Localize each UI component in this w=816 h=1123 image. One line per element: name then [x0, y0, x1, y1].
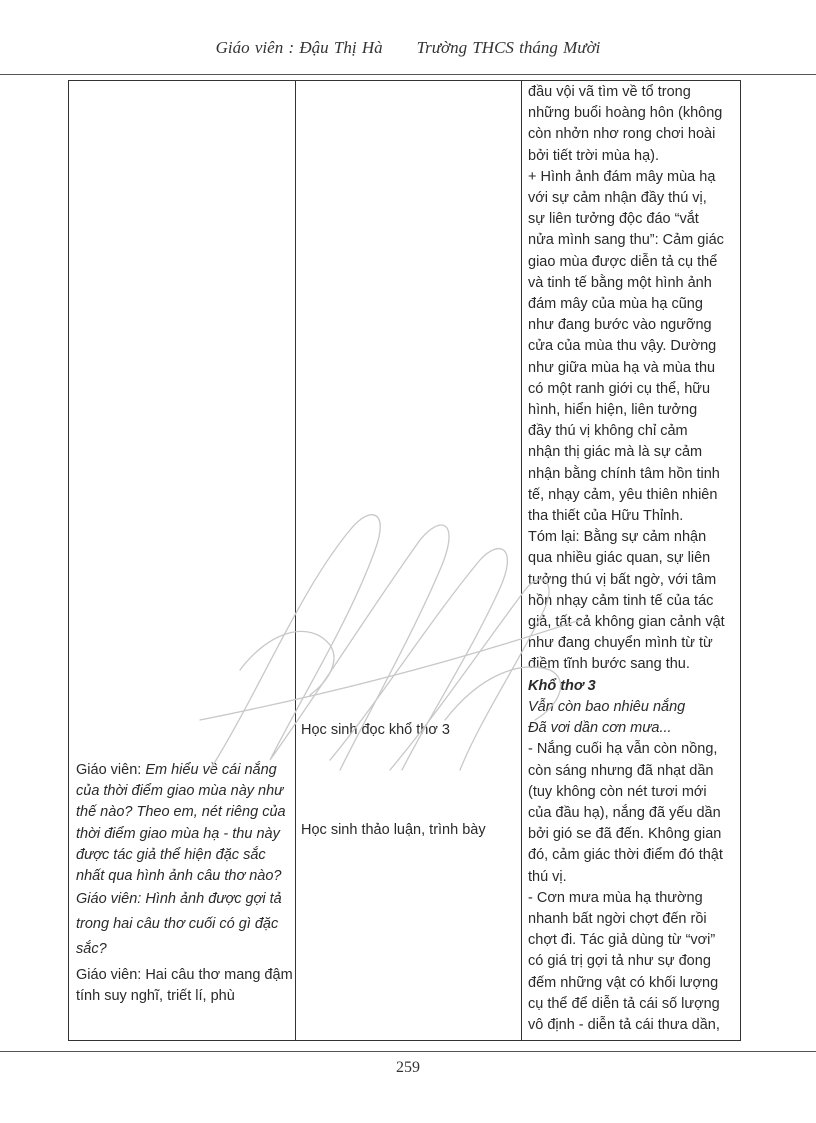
table-border-top: [68, 80, 741, 81]
content-line: đó, cảm giác thời điểm đó thật: [528, 847, 723, 864]
page-header: [0, 38, 816, 58]
content-line: cụ thể để diễn tả cái số lượng: [528, 995, 720, 1012]
table-border-bottom: [68, 1040, 741, 1041]
content-line: bởi gió se đã đến. Không gian: [528, 826, 722, 843]
content-line: (tuy không còn nét tươi mới: [528, 783, 707, 800]
signature-watermark-icon: [180, 470, 610, 800]
content-line: những buổi hoàng hôn (không: [528, 105, 723, 122]
content-line: điềm tĩnh bước sang thu.: [528, 656, 690, 673]
teacher-question-3: Giáo viên: Hai câu thơ mang đậm tính suy nghĩ, triết lí, phù: [76, 967, 293, 1005]
content-line: Tóm lại: Bằng sự cảm nhận: [528, 529, 707, 546]
content-line: hình, hiển hiện, liên tưởng: [528, 402, 698, 419]
content-line: tế, nhạy cảm, yêu thiên nhiên: [528, 486, 718, 503]
content-line: giao mùa được diễn tả cụ thể: [528, 253, 718, 270]
content-line: đếm những vật có khối lượng: [528, 974, 719, 991]
content-line: như giữa mùa hạ và mùa thu: [528, 359, 716, 376]
content-line: - Cơn mưa mùa hạ thường: [528, 889, 703, 906]
content-line: còn sáng nhưng đã nhạt dần: [528, 762, 714, 779]
teacher-question-2: Giáo viên: Hình ảnh được gợi tả trong hai câu thơ cuối có gì đặc sắc?: [76, 891, 282, 958]
poem-line-2: Đã vơi dần cơn mưa...: [528, 720, 672, 737]
content-line: vô định - diễn tả cái thưa dần,: [528, 1016, 720, 1033]
content-line: đầy thú vị không chỉ cảm: [528, 423, 688, 440]
content-line: giả, tất cả không gian cảnh vật: [528, 614, 725, 631]
content-line: như đang bước vào ngưỡng: [528, 317, 712, 334]
teacher-question-1-text: Em hiểu về cái nắng của thời điểm giao mùa này như thế nào? Theo em, nét riêng của thời điểm giao mùa hạ - thu này được tác giả thể hiện đặc sắc nhất qua hình ảnh câu thơ nào?: [76, 762, 286, 885]
content-line: có giá trị gợi tả như sự đong: [528, 953, 711, 970]
content-line: nhận thị giác mà là sự cảm: [528, 444, 703, 461]
content-line: như đang chuyển mình từ từ: [528, 635, 713, 652]
content-line: đám mây của mùa hạ cũng: [528, 296, 703, 313]
header-teacher: Giáo viên : Đậu Thị Hà: [215, 38, 383, 57]
poem-line-1: Vẫn còn bao nhiêu nắng: [528, 698, 686, 715]
content-line: tha thiết của Hữu Thỉnh.: [528, 508, 684, 525]
content-line: bởi tiết trời mùa hạ).: [528, 147, 660, 164]
content-line: - Nắng cuối hạ vẫn còn nồng,: [528, 741, 718, 758]
content-line: cửa của mùa thu vậy. Dường: [528, 338, 717, 355]
content-line: nhanh bất ngời chợt đến rồi: [528, 910, 707, 927]
content-line: chợt đi. Tác giả dùng từ “vơi”: [528, 932, 716, 949]
content-line: thú vị.: [528, 868, 567, 885]
footer-rule: [0, 1051, 816, 1052]
table-border-left: [68, 80, 69, 1041]
student-activity-discuss: Học sinh thảo luận, trình bày: [301, 822, 486, 838]
content-line: qua nhiều giác quan, sự liên: [528, 550, 711, 567]
student-activity-read: Học sinh đọc khổ thơ 3: [301, 722, 450, 738]
stanza-heading: Khổ thơ 3: [528, 677, 596, 694]
content-line: còn nhởn nhơ rong chơi hoài: [528, 126, 716, 143]
header-school: Trường THCS tháng Mười: [416, 38, 601, 57]
content-line: + Hình ảnh đám mây mùa hạ: [528, 168, 716, 185]
content-line: nhận bằng chính tâm hồn tinh: [528, 465, 720, 482]
content-line: sự liên tưởng độc đáo “vắt: [528, 211, 699, 228]
content-line: tưởng thú vị bất ngờ, với tâm: [528, 571, 717, 588]
header-rule: [0, 74, 816, 75]
content-line: nửa mình sang thu”: Cảm giác: [528, 232, 724, 249]
content-line: với sự cảm nhận đầy thú vị,: [528, 190, 707, 207]
teacher-question-1-label: Giáo viên:: [76, 762, 146, 778]
content-line: và tinh tế bằng một hình ảnh: [528, 274, 712, 291]
page-number: 259: [396, 1059, 420, 1076]
content-line: đầu vội vã tìm về tổ trong: [528, 84, 691, 100]
content-line: có một ranh giới cụ thể, hữu: [528, 380, 711, 397]
content-line: hồn nhạy cảm tinh tế của tác: [528, 592, 714, 609]
content-line: của đầu hạ), nắng đã yếu dần: [528, 804, 721, 821]
